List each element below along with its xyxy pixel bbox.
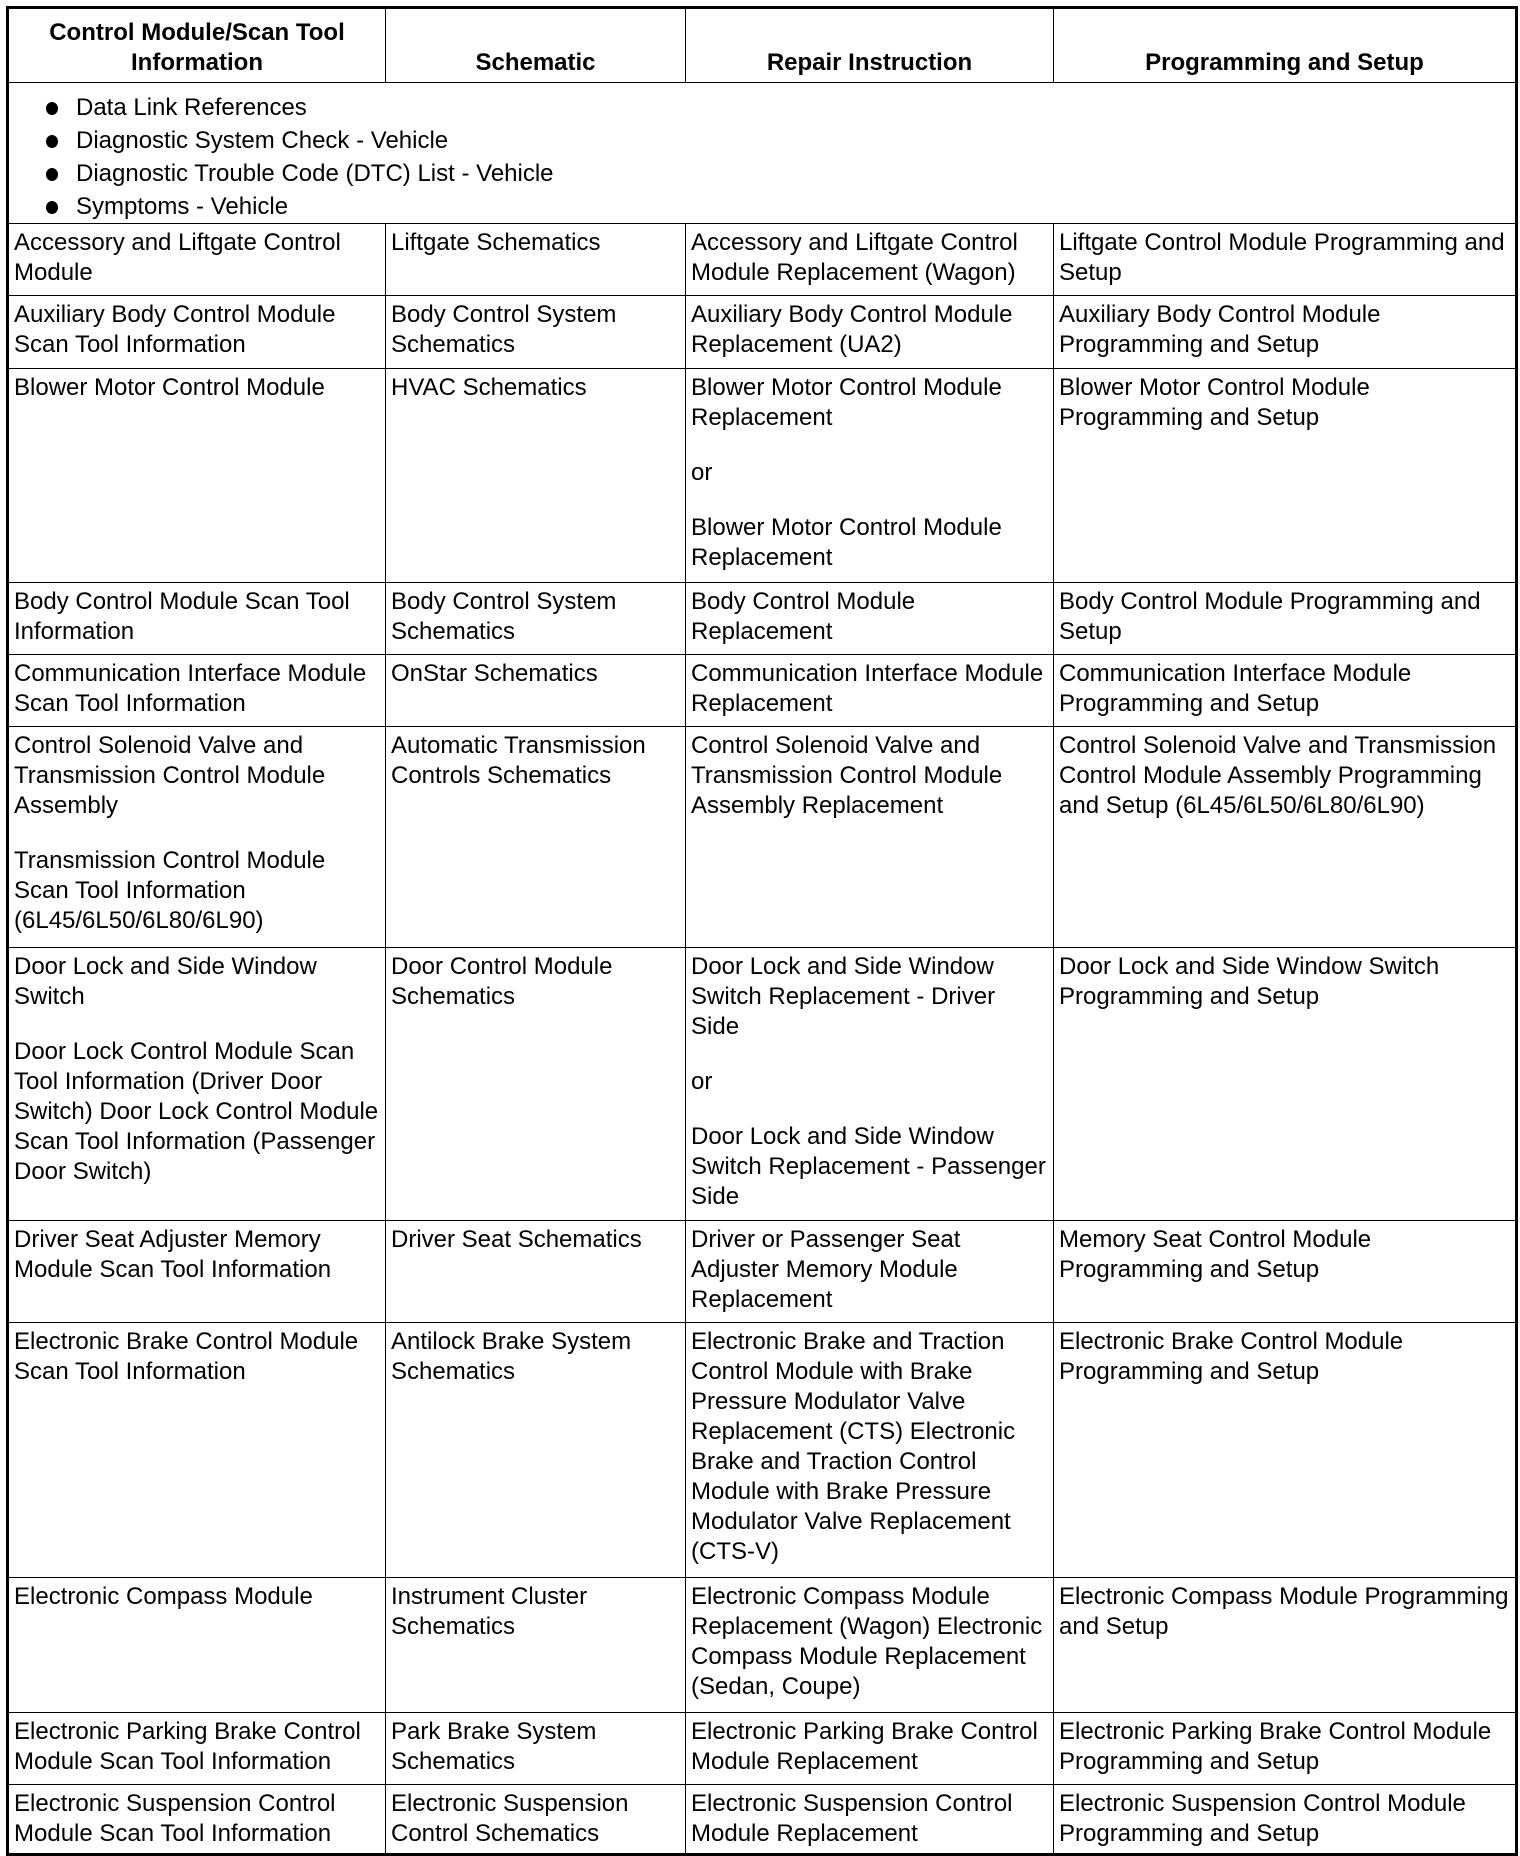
repair-instruction-cell <box>686 655 1054 727</box>
control-module-cell <box>8 224 386 296</box>
link-text[interactable]: Electronic Compass Module Replacement (Wagon) Electronic Compass Module Replacement (Sedan, Coupe) <box>691 1583 1043 1700</box>
link-text[interactable]: HVAC Schematics <box>391 374 587 401</box>
table-row <box>8 369 1517 583</box>
link-text[interactable]: Driver Seat Schematics <box>391 1226 642 1253</box>
table-row <box>8 727 1517 948</box>
link-text[interactable]: Electronic Parking Brake Control Module Replacement <box>691 1718 1038 1775</box>
general-reference-item[interactable]: Diagnostic System Check - Vehicle <box>42 124 1509 157</box>
control-module-cell <box>8 1713 386 1785</box>
table-row <box>8 1785 1517 1855</box>
link-text[interactable]: Body Control System Schematics <box>391 588 617 645</box>
link-text[interactable]: Auxiliary Body Control Module Programming and Setup <box>1059 301 1381 358</box>
control-module-cell <box>8 583 386 655</box>
repair-instruction-cell <box>686 1221 1054 1323</box>
programming-setup-cell <box>1054 1578 1517 1713</box>
link-text[interactable]: Accessory and Liftgate Control Module <box>14 229 341 286</box>
header-repair-instruction: Repair Instruction <box>686 8 1054 83</box>
link-text[interactable]: Door Lock and Side Window Switch Replacement - Driver Side <box>691 953 996 1040</box>
link-text[interactable]: Communication Interface Module Replacement <box>691 660 1044 717</box>
header-control-module: Control Module/Scan Tool Information <box>8 8 386 83</box>
link-text[interactable]: Memory Seat Control Module Programming and Setup <box>1059 1226 1372 1283</box>
repair-instruction-cell <box>686 296 1054 369</box>
control-module-cell <box>8 1323 386 1578</box>
schematic-cell <box>386 583 686 655</box>
link-text[interactable]: Blower Motor Control Module Replacement <box>691 514 1002 571</box>
link-text[interactable]: Communication Interface Module Scan Tool Information <box>14 660 367 717</box>
table-row <box>8 1323 1517 1578</box>
link-text[interactable]: Electronic Compass Module <box>14 1583 313 1610</box>
programming-setup-cell <box>1054 727 1517 948</box>
schematic-cell <box>386 948 686 1221</box>
repair-instruction-cell <box>686 1785 1054 1855</box>
table-row <box>8 655 1517 727</box>
programming-setup-cell <box>1054 1785 1517 1855</box>
link-text[interactable]: Antilock Brake System Schematics <box>391 1328 632 1385</box>
link-text[interactable]: Body Control Module Programming and Setup <box>1059 588 1481 645</box>
link-text[interactable]: Electronic Compass Module Programming and Setup <box>1059 1583 1509 1640</box>
header-programming-setup: Programming and Setup <box>1054 8 1517 83</box>
header-schematic: Schematic <box>386 8 686 83</box>
link-text[interactable]: Auxiliary Body Control Module Replacement (UA2) <box>691 301 1013 358</box>
schematic-cell <box>386 1713 686 1785</box>
general-references-row <box>8 83 1517 224</box>
control-module-cell <box>8 1785 386 1855</box>
schematic-cell <box>386 369 686 583</box>
schematic-cell <box>386 655 686 727</box>
repair-instruction-cell <box>686 727 1054 948</box>
control-module-cell <box>8 1578 386 1713</box>
programming-setup-cell <box>1054 583 1517 655</box>
repair-instruction-cell <box>686 1323 1054 1578</box>
link-text[interactable]: OnStar Schematics <box>391 660 598 687</box>
link-text[interactable]: Electronic Suspension Control Module Scan Tool Information <box>14 1790 336 1847</box>
control-module-cell <box>8 1221 386 1323</box>
link-text[interactable]: Driver or Passenger Seat Adjuster Memory Module Replacement <box>691 1226 961 1313</box>
table-row <box>8 948 1517 1221</box>
header-row <box>8 8 1517 83</box>
schematic-cell <box>386 1785 686 1855</box>
control-module-cell <box>8 369 386 583</box>
programming-setup-cell <box>1054 948 1517 1221</box>
repair-instruction-cell <box>686 1713 1054 1785</box>
programming-setup-cell <box>1054 369 1517 583</box>
table-row <box>8 1578 1517 1713</box>
link-text[interactable]: Body Control System Schematics <box>391 301 617 358</box>
link-text[interactable]: Control Solenoid Valve and Transmission Control Module Assembly Replacement <box>691 732 1003 819</box>
control-module-cell <box>8 727 386 948</box>
repair-instruction-cell <box>686 948 1054 1221</box>
table-row <box>8 1221 1517 1323</box>
link-text[interactable]: Control Solenoid Valve and Transmission Control Module Assembly <box>14 732 326 819</box>
schematic-cell <box>386 1323 686 1578</box>
control-module-cell <box>8 296 386 369</box>
table-row <box>8 224 1517 296</box>
control-module-cell <box>8 948 386 1221</box>
link-text[interactable]: Electronic Parking Brake Control Module Scan Tool Information <box>14 1718 361 1775</box>
link-text[interactable]: Body Control Module Replacement <box>691 588 916 645</box>
link-text[interactable]: Park Brake System Schematics <box>391 1718 597 1775</box>
general-reference-item[interactable]: Data Link References <box>42 91 1509 124</box>
link-text[interactable]: Electronic Brake Control Module Programming and Setup <box>1059 1328 1404 1385</box>
table-row <box>8 1713 1517 1785</box>
repair-instruction-cell <box>686 1578 1054 1713</box>
or-separator: or <box>691 1068 713 1095</box>
link-text[interactable]: Door Lock and Side Window Switch Replacement - Passenger Side <box>691 1123 1046 1210</box>
table-row <box>8 296 1517 369</box>
link-text[interactable]: Instrument Cluster Schematics <box>391 1583 588 1640</box>
link-text[interactable]: Auxiliary Body Control Module Scan Tool Information <box>14 301 336 358</box>
programming-setup-cell <box>1054 655 1517 727</box>
general-reference-item[interactable]: Symptoms - Vehicle <box>42 190 1509 223</box>
schematic-cell <box>386 1578 686 1713</box>
schematic-cell <box>386 296 686 369</box>
link-text[interactable]: Door Lock and Side Window Switch Programming and Setup <box>1059 953 1440 1010</box>
schematic-cell <box>386 224 686 296</box>
link-text[interactable]: Accessory and Liftgate Control Module Replacement (Wagon) <box>691 229 1018 286</box>
programming-setup-cell <box>1054 1323 1517 1578</box>
link-text[interactable]: Door Lock and Side Window Switch <box>14 953 317 1010</box>
link-text[interactable]: Body Control Module Scan Tool Information <box>14 588 350 645</box>
general-references-list <box>14 87 1509 223</box>
link-text[interactable]: Electronic Suspension Control Module Programming and Setup <box>1059 1790 1466 1847</box>
link-text[interactable]: Control Solenoid Valve and Transmission Control Module Assembly Programming and Setup (6L45/6L50/6L80/6L90) <box>1059 732 1497 819</box>
link-text[interactable]: Electronic Parking Brake Control Module Programming and Setup <box>1059 1718 1492 1775</box>
link-text[interactable]: Door Lock Control Module Scan Tool Information (Driver Door Switch) Door Lock Control Module Scan Tool Information (Passenger Door Switch) <box>14 1038 379 1185</box>
programming-setup-cell <box>1054 296 1517 369</box>
general-reference-item[interactable]: Diagnostic Trouble Code (DTC) List - Vehicle <box>42 157 1509 190</box>
link-text[interactable]: Communication Interface Module Programming and Setup <box>1059 660 1412 717</box>
link-text[interactable]: Blower Motor Control Module Replacement <box>691 374 1002 431</box>
control-module-cell <box>8 655 386 727</box>
link-text[interactable]: Electronic Suspension Control Schematics <box>391 1790 629 1847</box>
programming-setup-cell <box>1054 1221 1517 1323</box>
link-text[interactable]: Transmission Control Module Scan Tool Information (6L45/6L50/6L80/6L90) <box>14 847 326 934</box>
or-separator: or <box>691 459 713 486</box>
module-reference-table <box>6 6 1518 1856</box>
link-text[interactable]: Liftgate Control Module Programming and Setup <box>1059 229 1505 286</box>
programming-setup-cell <box>1054 1713 1517 1785</box>
link-text[interactable]: Electronic Suspension Control Module Replacement <box>691 1790 1013 1847</box>
link-text[interactable]: Electronic Brake and Traction Control Module with Brake Pressure Modulator Valve Replacement (CTS) Electronic Brake and Traction Control Module with Brake Pressure Modulator Valve Replacement (CTS-V) <box>691 1328 1016 1565</box>
table-row <box>8 583 1517 655</box>
repair-instruction-cell <box>686 369 1054 583</box>
link-text[interactable]: Blower Motor Control Module <box>14 374 325 401</box>
link-text[interactable]: Driver Seat Adjuster Memory Module Scan Tool Information <box>14 1226 332 1283</box>
link-text[interactable]: Electronic Brake Control Module Scan Tool Information <box>14 1328 359 1385</box>
link-text[interactable]: Door Control Module Schematics <box>391 953 613 1010</box>
general-references-cell <box>8 83 1517 224</box>
repair-instruction-cell <box>686 224 1054 296</box>
link-text[interactable]: Liftgate Schematics <box>391 229 601 256</box>
link-text[interactable]: Automatic Transmission Controls Schematics <box>391 732 646 789</box>
link-text[interactable]: Blower Motor Control Module Programming and Setup <box>1059 374 1370 431</box>
schematic-cell <box>386 727 686 948</box>
programming-setup-cell <box>1054 224 1517 296</box>
repair-instruction-cell <box>686 583 1054 655</box>
schematic-cell <box>386 1221 686 1323</box>
